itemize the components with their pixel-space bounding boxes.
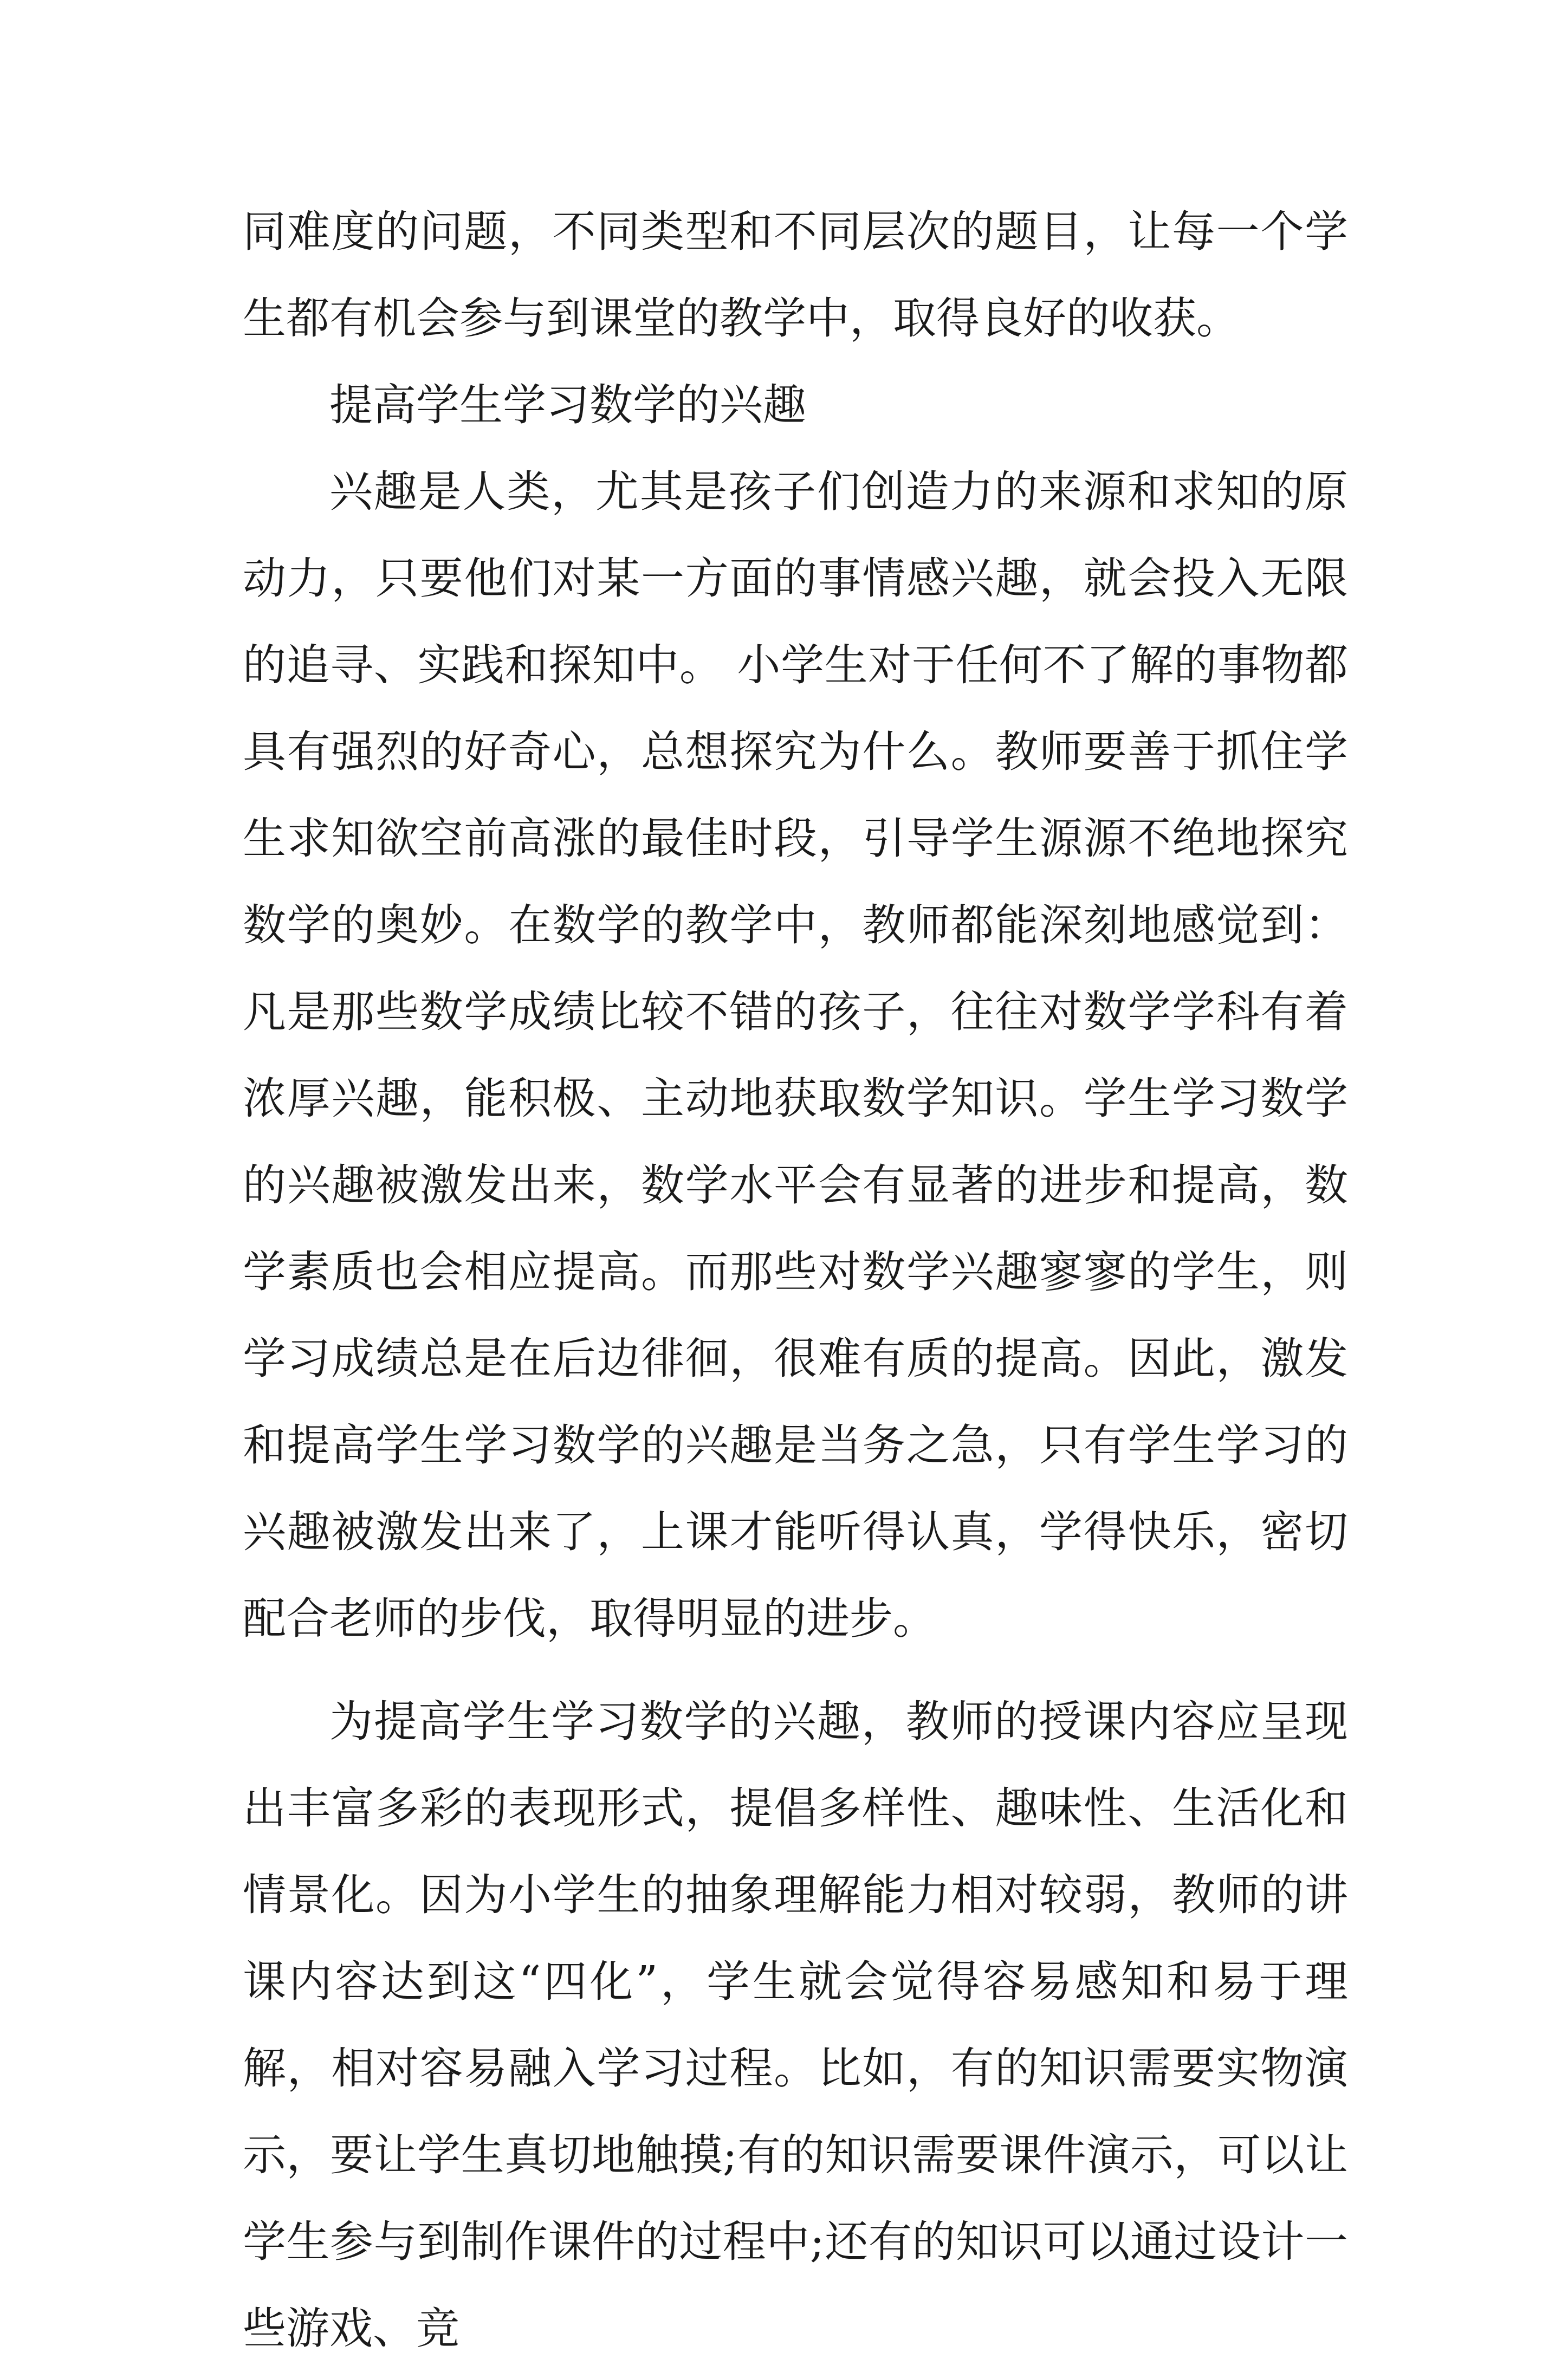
section-heading: 提高学生学习数学的兴趣 [329,380,806,430]
body-text [243,189,1348,2372]
paragraph-interest: 兴趣是人类，尤其是孩子们创造力的来源和求知的原动力，只要他们对某一方面的事情感兴趣，就会投入无限的追寻、实践和探知中。 小学生对于任何不了解的事物都具有强烈的好奇心，总想探究为什么。教师要善于抓住学生求知欲空前高涨的最佳时段，引导学生源源不绝地探究数学的奥妙。在数学的教学中，教师都能深刻地感觉到：凡是那些数学成绩比较不错的孩子，往往对数学学科有着浓厚兴趣，能积极、主动地获取数学知识。学生学习数学的兴趣被激发出来，数学水平会有显著的进步和提高，数学素质也会相应提高。而那些对数学兴趣寥寥的学生，则学习成绩总是在后边徘徊，很难有质的提高。因此，激发和提高学生学习数学的兴趣是当务之急，只有学生学习的兴趣被激发出来了，上课才能听得认真，学得快乐，密切配合老师的步伐，取得明显的进步。 [243,466,1348,1644]
paragraph-methods: 为提高学生学习数学的兴趣，教师的授课内容应呈现出丰富多彩的表现形式，提倡多样性、趣味性、生活化和情景化。因为小学生的抽象理解能力相对较弱，教师的讲课内容达到这“四化”，学生就会觉得容易感知和易于理解，相对容易融入学习过程。比如，有的知识需要实物演示，要让学生真切地触摸;有的知识需要课件演示，可以让学生参与到制作课件的过程中;还有的知识可以通过设计一些游戏、竞 [243,1696,1348,2354]
paragraph-continuation: 同难度的问题，不同类型和不同层次的题目，让每一个学生都有机会参与到课堂的教学中，取得良好的收获。 [243,206,1348,344]
